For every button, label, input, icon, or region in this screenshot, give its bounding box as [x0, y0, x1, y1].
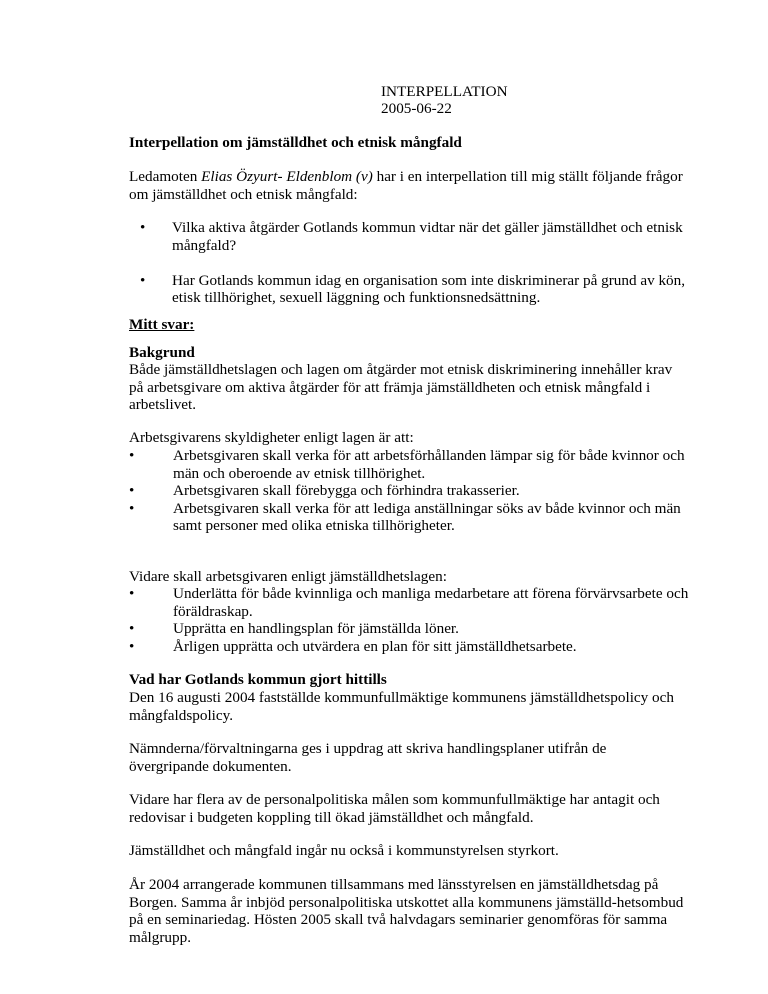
interpellant-name: Elias Özyurt- Eldenblom (v)	[201, 168, 373, 185]
done-paragraph: Jämställdhet och mångfald ingår nu också i kommunstyrelsen styrkort.	[129, 842, 559, 859]
equality-item	[129, 585, 689, 620]
done-paragraph: Den 16 augusti 2004 fastställde kommunfullmäktige kommunens jämställdhetspolicy och mångfaldspolicy.	[129, 689, 674, 724]
bullet: •	[129, 499, 135, 517]
bullet: •	[140, 271, 146, 289]
document-date: 2005-06-22	[381, 100, 452, 117]
bullet: •	[129, 482, 135, 500]
intro-before: Ledamoten	[129, 168, 202, 185]
equality-item	[129, 620, 689, 638]
bullet: •	[129, 620, 135, 638]
question-text: Har Gotlands kommun idag en organisation som inte diskriminerar på grund av kön, etisk tillhörighet, sexuell läggning och funktionsnedsättning.	[172, 271, 686, 307]
background-text: Både jämställdhetslagen och lagen om åtgärder mot etnisk diskriminering innehåller krav på arbetsgivare om aktiva åtgärder för att främja jämställdheten och etnisk mångfald i arbetslivet.	[129, 361, 673, 414]
bullet: •	[140, 219, 146, 236]
done-paragraph: Vidare har flera av de personalpolitiska målen som kommunfullmäktige har antagit och redovisar i budgeten koppling till ökad jämställdhet och mångfald.	[129, 791, 660, 826]
done-paragraph: År 2004 arrangerade kommunen tillsammans med länsstyrelsen en jämställdhetsdag på Borgen. Samma år inbjöd personalpolitiska utskottet alla kommunens jämställd-hetsombud på en seminariedag. Hösten 2005 skall två halvdagars seminarier genomföras för samma målgrupp.	[129, 876, 684, 946]
duties-intro: Arbetsgivarens skyldigheter enligt lagen är att:	[129, 429, 414, 446]
bullet: •	[129, 637, 135, 655]
duty-text: Arbetsgivaren skall verka för att arbetsförhållanden lämpar sig för både kvinnor och män och oberoende av etnisk tillhörighet.	[173, 447, 685, 482]
duty-item	[129, 447, 689, 482]
equality-text: Upprätta en handlingsplan för jämställda löner.	[173, 620, 459, 638]
equality-item	[129, 638, 689, 656]
question-item	[129, 272, 689, 307]
equality-act-intro: Vidare skall arbetsgivaren enligt jämställdhetslagen:	[129, 568, 447, 585]
bullet: •	[129, 447, 135, 464]
equality-text: Årligen upprätta och utvärdera en plan för sitt jämställdhetsarbete.	[173, 637, 577, 655]
intro-paragraph	[129, 168, 689, 203]
duties-list	[129, 447, 689, 535]
answer-heading: Mitt svar:	[129, 316, 195, 333]
equality-text: Underlätta för både kvinnliga och manliga medarbetare att förena förvärvsarbete och föräldraskap.	[173, 585, 689, 620]
done-paragraph: Nämnderna/förvaltningarna ges i uppdrag att skriva handlingsplaner utifrån de övergripande dokumenten.	[129, 740, 607, 775]
background-heading: Bakgrund	[129, 344, 195, 361]
intro-after: har i en interpellation till mig ställt följande frågor om jämställdhet och etnisk mångfald:	[129, 168, 683, 203]
done-so-far-heading: Vad har Gotlands kommun gjort hittills	[129, 671, 387, 688]
question-text: Vilka aktiva åtgärder Gotlands kommun vidtar när det gäller jämställdhet och etnisk mångfald?	[172, 219, 683, 254]
duty-item	[129, 482, 689, 500]
document-title: Interpellation om jämställdhet och etnisk mångfald	[129, 134, 462, 151]
bullet: •	[129, 585, 135, 602]
equality-act-list	[129, 585, 689, 655]
duty-text: Arbetsgivaren skall förebygga och förhindra trakasserier.	[173, 482, 520, 500]
duty-item	[129, 500, 689, 535]
question-item	[129, 219, 689, 254]
questions-list	[129, 219, 689, 307]
document-type: INTERPELLATION	[381, 83, 508, 100]
duty-text: Arbetsgivaren skall verka för att lediga anställningar söks av både kvinnor och män samt personer med olika etniska tillhörigheter.	[173, 499, 681, 535]
